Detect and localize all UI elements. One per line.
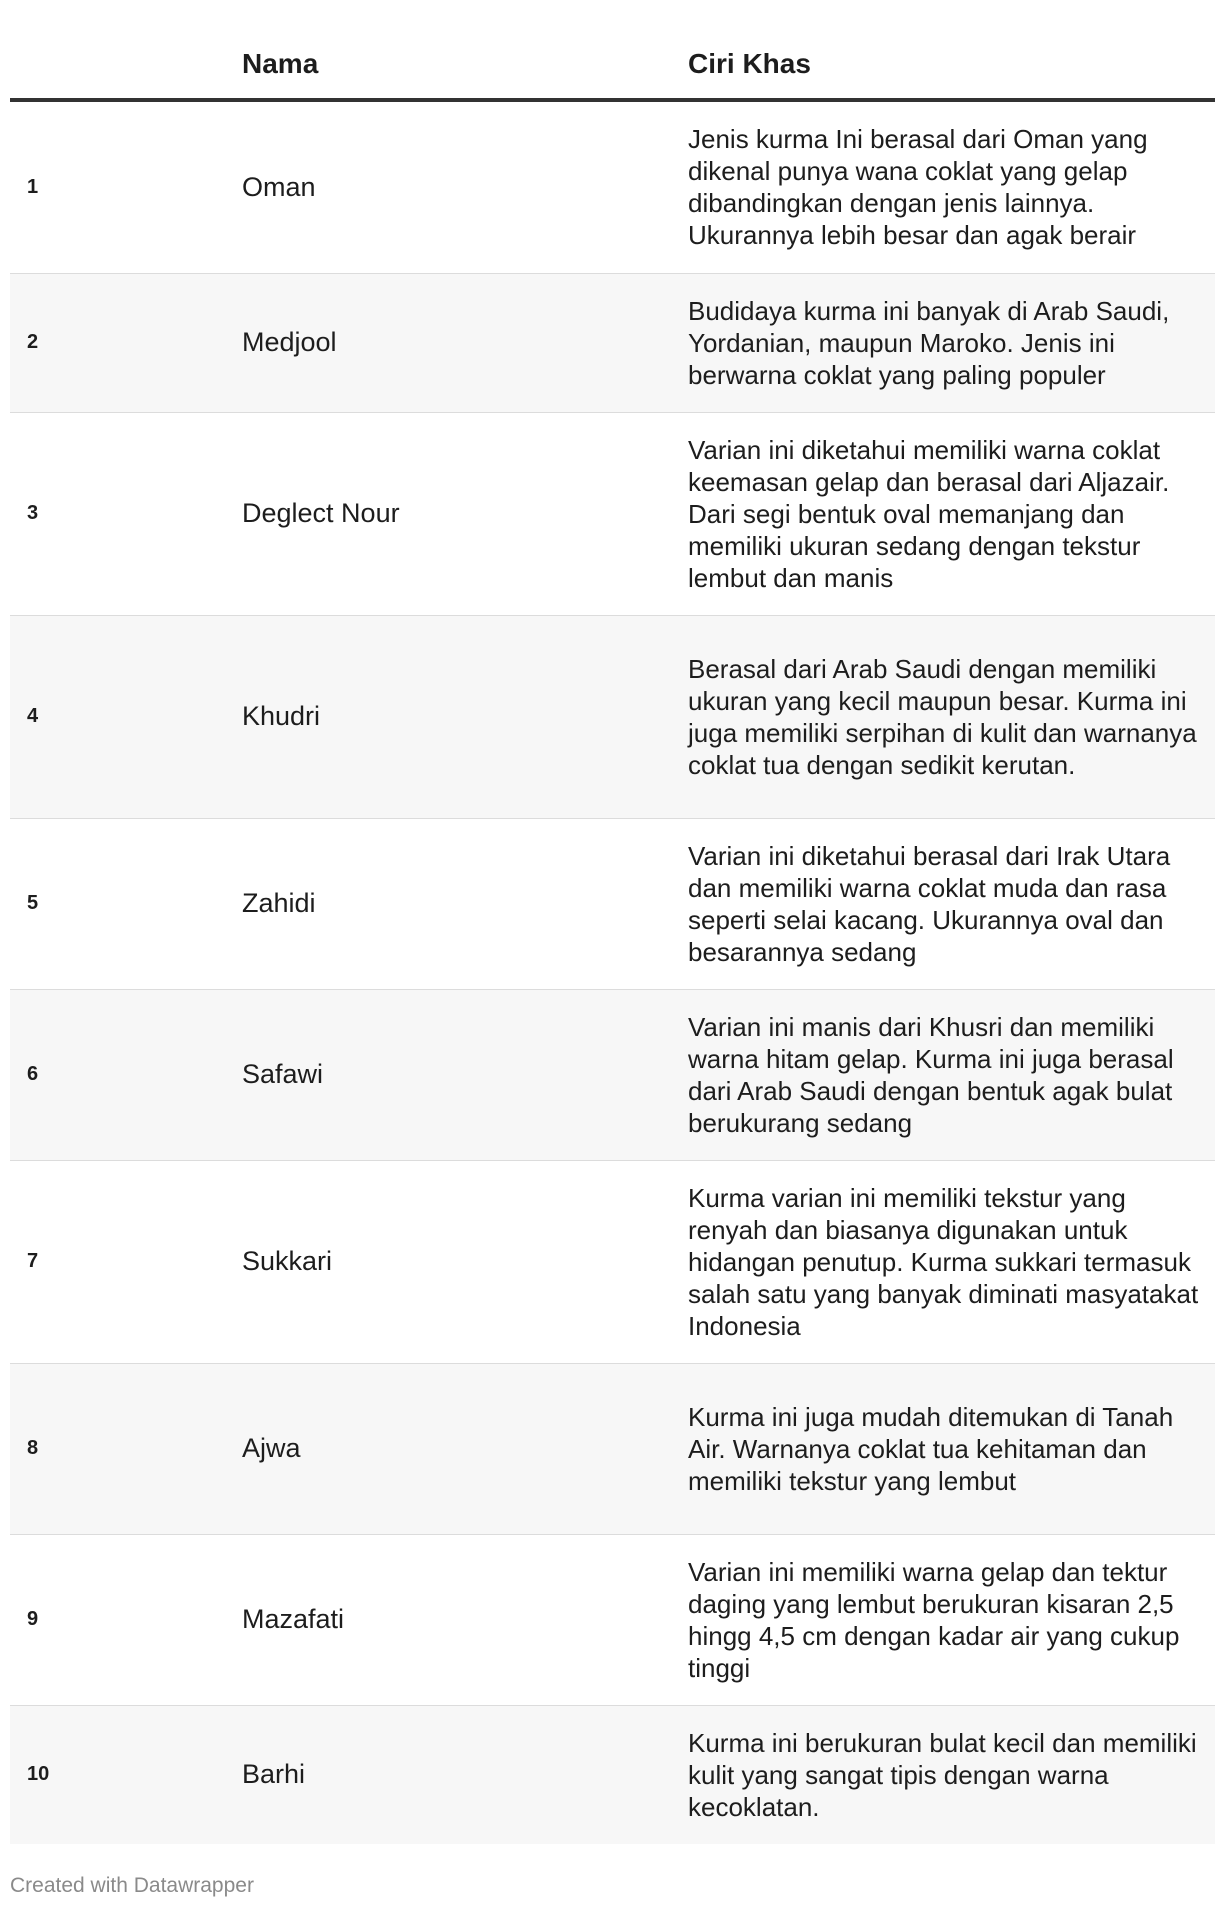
- table-row: [10, 1160, 1215, 1363]
- row-number: 8: [27, 1437, 39, 1459]
- row-number: 6: [27, 1063, 39, 1085]
- row-number: 5: [27, 892, 39, 914]
- row-number: 3: [27, 502, 39, 524]
- row-name: Mazafati: [242, 1604, 345, 1634]
- header-nama[interactable]: Nama: [220, 30, 678, 100]
- row-number: 2: [27, 331, 39, 353]
- row-description: Varian ini diketahui berasal dari Irak Utara dan memiliki warna coklat muda dan rasa seperti selai kacang. Ukurannya oval dan besarannya sedang: [688, 840, 1171, 967]
- table-row: [10, 818, 1215, 989]
- row-name: Safawi: [242, 1059, 324, 1089]
- table-row: [10, 1363, 1215, 1534]
- row-number: 10: [27, 1763, 50, 1786]
- table-row: [10, 1534, 1215, 1705]
- row-name: Sukkari: [242, 1246, 333, 1276]
- row-description: Jenis kurma Ini berasal dari Oman yang dikenal punya wana coklat yang gelap dibandingkan dengan jenis lainnya. Ukurannya lebih besar dan agak berair: [688, 124, 1148, 251]
- row-name: Zahidi: [242, 888, 316, 918]
- data-table: [10, 30, 1215, 1844]
- row-number: 1: [27, 175, 39, 198]
- table-row: [10, 615, 1215, 818]
- row-name: Khudri: [242, 701, 321, 731]
- row-description: Kurma varian ini memiliki tekstur yang renyah dan biasanya digunakan untuk hidangan penutup. Kurma sukkari termasuk salah satu yang banyak diminati masyatakat Indonesia: [688, 1182, 1199, 1341]
- row-description: Kurma ini juga mudah ditemukan di Tanah Air. Warnanya coklat tua kehitaman dan memiliki tekstur yang lembut: [688, 1401, 1174, 1496]
- row-description: Berasal dari Arab Saudi dengan memiliki ukuran yang kecil maupun besar. Kurma ini juga memiliki serpihan di kulit dan warnanya coklat tua dengan sedikit kerutan.: [688, 653, 1197, 780]
- row-number: 7: [27, 1250, 39, 1272]
- header-ciri-khas[interactable]: Ciri Khas: [678, 30, 1215, 100]
- table-header-row: [10, 30, 1215, 100]
- table-row: [10, 100, 1215, 273]
- row-number: 9: [27, 1608, 39, 1630]
- datawrapper-credit[interactable]: Created with Datawrapper: [10, 1874, 254, 1897]
- row-number: 4: [27, 705, 39, 727]
- table-row: [10, 1705, 1215, 1844]
- table-row: [10, 989, 1215, 1160]
- row-name: Oman: [242, 171, 316, 202]
- table-row: [10, 273, 1215, 412]
- row-name: Medjool: [242, 327, 337, 357]
- row-description: Kurma ini berukuran bulat kecil dan memiliki kulit yang sangat tipis dengan warna kecoklatan.: [688, 1727, 1197, 1822]
- table-row: [10, 412, 1215, 615]
- row-description: Varian ini manis dari Khusri dan memiliki warna hitam gelap. Kurma ini juga berasal dari Arab Saudi dengan bentuk agak bulat berukurang sedang: [688, 1011, 1174, 1138]
- row-name: Deglect Nour: [242, 498, 400, 528]
- row-description: Varian ini memiliki warna gelap dan tektur daging yang lembut berukuran kisaran 2,5 hingg 4,5 cm dengan kadar air yang cukup tinggi: [688, 1556, 1180, 1683]
- row-name: Barhi: [242, 1759, 306, 1790]
- header-number[interactable]: [10, 30, 220, 100]
- row-description: Budidaya kurma ini banyak di Arab Saudi, Yordanian, maupun Maroko. Jenis ini berwarna coklat yang paling populer: [688, 295, 1170, 390]
- row-name: Ajwa: [242, 1433, 301, 1463]
- row-description: Varian ini diketahui memiliki warna coklat keemasan gelap dan berasal dari Aljazair. Dari segi bentuk oval memanjang dan memiliki ukuran sedang dengan tekstur lembut dan manis: [688, 434, 1170, 593]
